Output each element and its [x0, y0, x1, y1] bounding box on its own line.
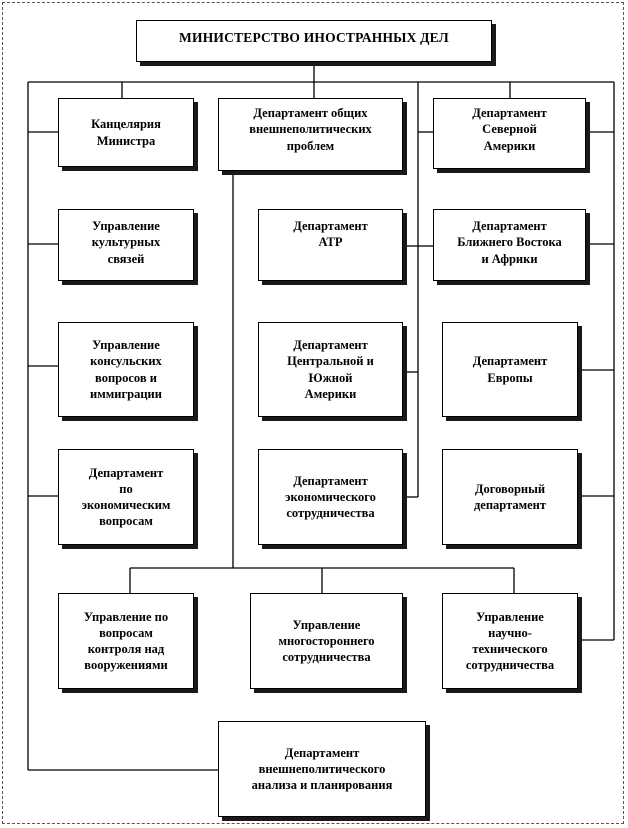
general-foreign-policy-label: Департамент общих внешнеполитических проблем	[249, 106, 372, 153]
treaty-label: Договорный департамент	[473, 481, 547, 512]
consular-immigration-label: Управление консульских вопросов и иммиграции	[90, 338, 162, 401]
chancellery-box	[58, 98, 194, 167]
central-south-america-box	[258, 322, 403, 417]
scientific-technical-label: Управление научно- технического сотрудничества	[465, 609, 555, 673]
chancellery-label: Канцелярия Министра	[91, 117, 161, 148]
apr-label: Департамент АТР	[293, 219, 368, 250]
north-america-label: Департамент Северной Америки	[472, 106, 547, 153]
multilateral-cooperation-label: Управление многостороннего сотрудничества	[278, 617, 375, 665]
middle-east-africa-box	[433, 209, 586, 281]
policy-analysis-planning-label: Департамент внешнеполитического анализа и планирования	[251, 745, 393, 793]
economic-issues-box	[58, 449, 194, 545]
cultural-relations-box	[58, 209, 194, 281]
apr-box	[258, 209, 403, 281]
general-foreign-policy-box	[218, 98, 403, 171]
economic-cooperation-box	[258, 449, 403, 545]
arms-control-label: Управление по вопросам контроля над вооружениями	[83, 609, 169, 673]
economic-cooperation-label: Департамент экономического сотрудничества	[285, 473, 376, 521]
multilateral-cooperation-box	[250, 593, 403, 689]
economic-issues-label: Департамент по экономическим вопросам	[81, 465, 171, 529]
ministry-title: МИНИСТЕРСТВО ИНОСТРАННЫХ ДЕЛ	[179, 30, 449, 45]
arms-control-box	[58, 593, 194, 689]
policy-analysis-planning-box	[218, 721, 426, 817]
middle-east-africa-label: Департамент Ближнего Востока и Африки	[457, 219, 562, 266]
scientific-technical-box	[442, 593, 578, 689]
europe-box	[442, 322, 578, 417]
treaty-box	[442, 449, 578, 545]
cultural-relations-label: Управление культурных связей	[91, 219, 161, 266]
europe-label: Департамент Европы	[472, 354, 548, 385]
north-america-box	[433, 98, 586, 169]
central-south-america-label: Департамент Центральной и Южной Америки	[287, 338, 374, 401]
consular-immigration-box	[58, 322, 194, 417]
ministry-title-box	[136, 20, 492, 62]
